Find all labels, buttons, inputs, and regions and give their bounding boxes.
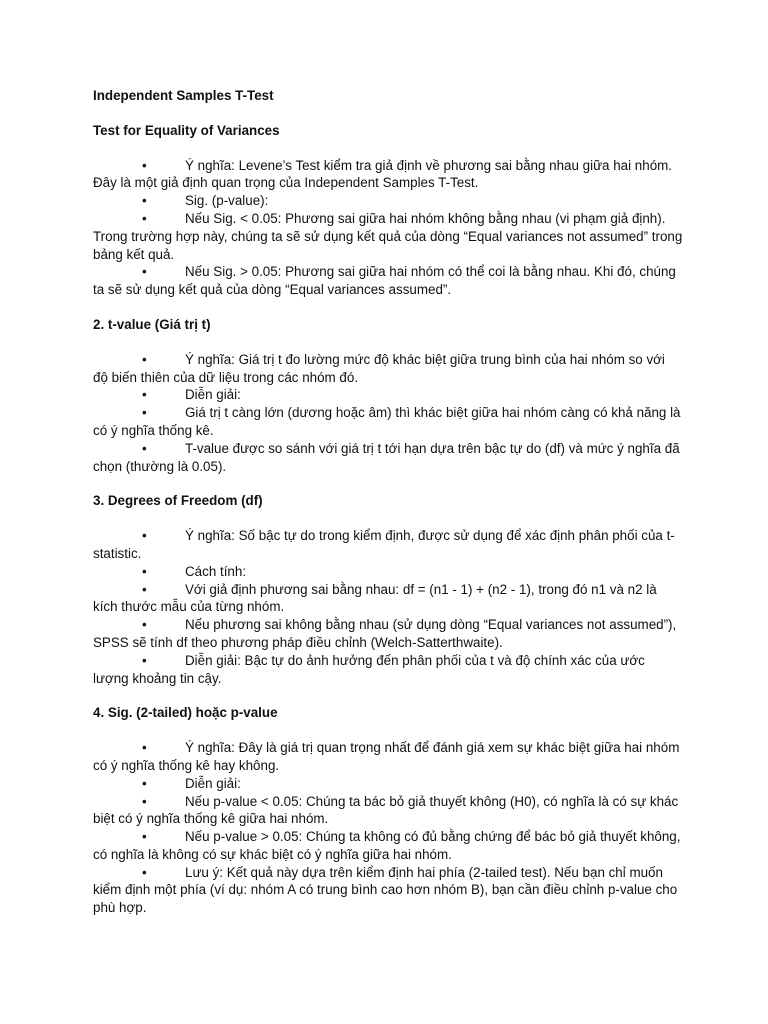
bullet-icon: •: [142, 581, 147, 597]
list-item-text: Với giả định phương sai bằng nhau: df = (n1 - 1) + (n2 - 1), trong đó n1 và n2 là kích thước mẫu của từng nhóm.: [93, 581, 657, 615]
bullet-icon: •: [142, 775, 147, 791]
list-item: [93, 775, 683, 793]
list-item-text: Nếu Sig. > 0.05: Phương sai giữa hai nhóm có thể coi là bằng nhau. Khi đó, chúng ta sẽ sử dụng kết quả của dòng “Equal variances assumed”.: [93, 264, 676, 298]
bullet-icon: •: [142, 351, 147, 367]
list-item-text: Diễn giải:: [185, 775, 241, 791]
list-item: [93, 527, 683, 563]
bullet-icon: •: [142, 210, 147, 226]
bullet-icon: •: [142, 617, 147, 633]
list-item-text: Nếu phương sai không bằng nhau (sử dụng dòng “Equal variances not assumed”), SPSS sẽ tính df theo phương pháp điều chỉnh (Welch-Satterthwaite).: [93, 617, 677, 650]
list-item-text: Cách tính:: [185, 563, 247, 579]
list-item-text: Nếu p-value < 0.05: Chúng ta bác bỏ giả thuyết không (H0), có nghĩa là có sự khác biệt có ý nghĩa thống kê giữa hai nhóm.: [93, 793, 679, 827]
list-item-text: Diễn giải:: [185, 387, 241, 403]
list-item: [93, 828, 683, 864]
bullet-icon: •: [142, 193, 147, 209]
list-item-text: Diễn giải: Bậc tự do ảnh hưởng đến phân phối của t và độ chính xác của ước lượng khoảng tin cậy.: [93, 652, 645, 686]
list-item-text: Nếu p-value > 0.05: Chúng ta không có đủ bằng chứng để bác bỏ giả thuyết không, có nghĩa là không có sự khác biệt có ý nghĩa giữa hai nhóm.: [93, 829, 681, 862]
bullet-icon: •: [142, 157, 147, 173]
list-item: [93, 404, 683, 440]
document-section: [93, 122, 683, 299]
list-item: [93, 739, 683, 775]
bullet-icon: •: [142, 528, 147, 544]
list-item: [93, 192, 683, 210]
section-heading: Test for Equality of Variances: [93, 122, 280, 138]
document-section: [93, 316, 683, 475]
list-item-text: Nếu Sig. < 0.05: Phương sai giữa hai nhóm không bằng nhau (vi phạm giả định). Trong trường hợp này, chúng ta sẽ sử dụng kết quả của dòng “Equal variances not assumed” trong bảng kết quả.: [93, 210, 683, 262]
list-item-text: Lưu ý: Kết quả này dựa trên kiểm định hai phía (2-tailed test). Nếu bạn chỉ muốn kiểm định một phía (ví dụ: nhóm A có trung bình cao hơn nhóm B), bạn cần điều chỉnh p-value cho phù hợp.: [93, 864, 678, 916]
bullet-icon: •: [142, 264, 147, 280]
bullet-list: [93, 527, 683, 687]
list-item: [93, 440, 683, 476]
list-item: [93, 263, 683, 299]
list-item: [93, 351, 683, 387]
bullet-list: [93, 157, 683, 299]
list-item-text: Sig. (p-value):: [185, 193, 269, 209]
list-item: [93, 864, 683, 917]
bullet-icon: •: [142, 387, 147, 403]
document-section: [93, 492, 683, 687]
section-heading: 4. Sig. (2-tailed) hoặc p-value: [93, 705, 278, 721]
bullet-list: [93, 351, 683, 476]
list-item: [93, 386, 683, 404]
list-item-text: Ý nghĩa: Levene’s Test kiểm tra giả định về phương sai bằng nhau giữa hai nhóm. Đây là một giả định quan trọng của Independent Samples T-Test.: [93, 157, 673, 191]
bullet-icon: •: [142, 652, 147, 668]
document-body: [93, 87, 683, 934]
sections-container: [93, 122, 683, 917]
list-item-text: Ý nghĩa: Giá trị t đo lường mức độ khác biệt giữa trung bình của hai nhóm so với độ biến thiên của dữ liệu trong các nhóm đó.: [93, 351, 665, 385]
document-title: Independent Samples T-Test: [93, 88, 274, 103]
list-item-text: Ý nghĩa: Đây là giá trị quan trọng nhất để đánh giá xem sự khác biệt giữa hai nhóm có ý nghĩa thống kê hay không.: [93, 740, 680, 773]
bullet-icon: •: [142, 740, 147, 756]
bullet-icon: •: [142, 405, 147, 421]
list-item: [93, 563, 683, 581]
list-item: [93, 581, 683, 617]
list-item: [93, 616, 683, 652]
list-item-text: Giá trị t càng lớn (dương hoặc âm) thì khác biệt giữa hai nhóm càng có khả năng là có ý nghĩa thống kê.: [93, 405, 681, 438]
list-item: [93, 793, 683, 829]
list-item-text: T-value được so sánh với giá trị t tới hạn dựa trên bậc tự do (df) và mức ý nghĩa đã chọn (thường là 0.05).: [93, 440, 680, 474]
list-item: [93, 157, 683, 193]
bullet-icon: •: [142, 563, 147, 579]
bullet-icon: •: [142, 829, 147, 845]
section-heading: 3. Degrees of Freedom (df): [93, 493, 263, 509]
document-section: [93, 704, 683, 917]
bullet-icon: •: [142, 793, 147, 809]
bullet-icon: •: [142, 864, 147, 880]
list-item: [93, 210, 683, 263]
section-heading: 2. t-value (Giá trị t): [93, 316, 211, 332]
bullet-icon: •: [142, 440, 147, 456]
list-item: [93, 652, 683, 688]
list-item-text: Ý nghĩa: Số bậc tự do trong kiểm định, được sử dụng để xác định phân phối của t-statistic.: [93, 528, 675, 561]
bullet-list: [93, 739, 683, 917]
